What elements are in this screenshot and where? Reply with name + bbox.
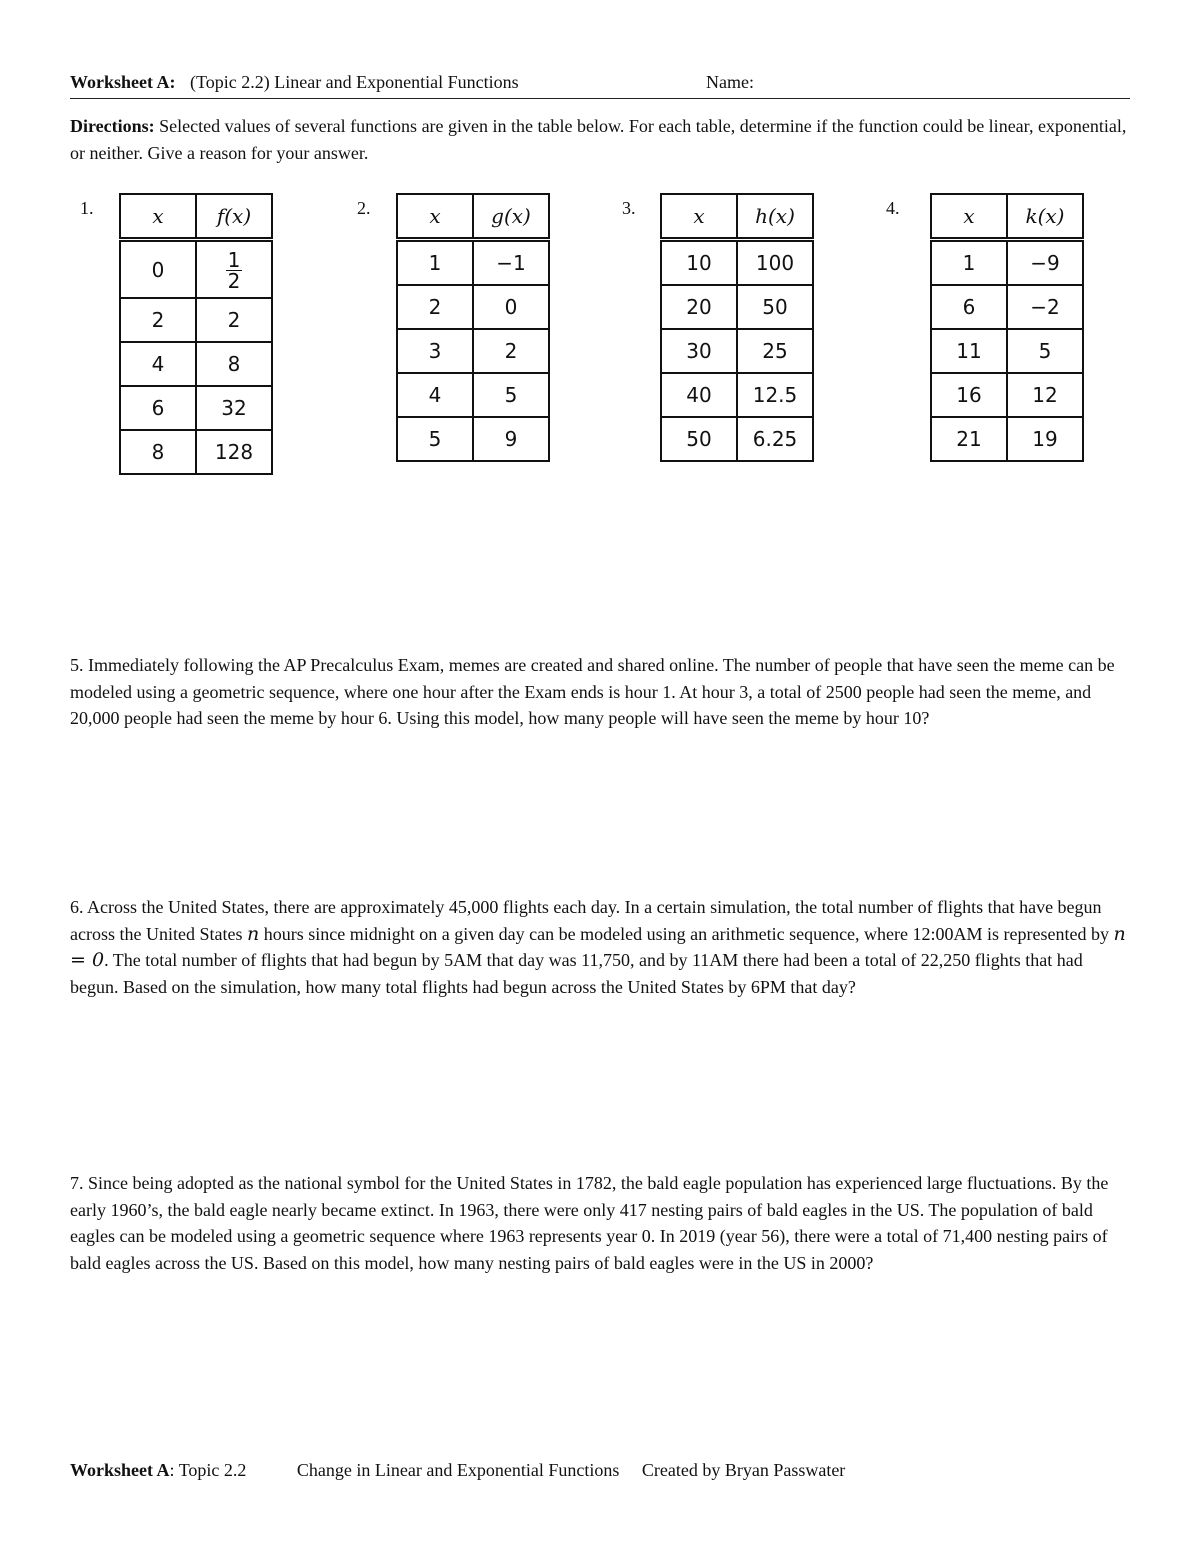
footer-label: Worksheet A bbox=[70, 1460, 170, 1480]
page-footer bbox=[70, 1460, 845, 1481]
table-number: 1. bbox=[80, 198, 94, 218]
table-header: f(x) bbox=[196, 194, 272, 240]
table-cell: −2 bbox=[1007, 285, 1083, 329]
table-cell: 50 bbox=[737, 285, 813, 329]
table-cell: 0 bbox=[120, 240, 196, 299]
variable-n: n bbox=[246, 922, 260, 945]
table-cell: 6.25 bbox=[737, 417, 813, 461]
table-cell: 12.5 bbox=[737, 373, 813, 417]
table-cell: 2 bbox=[196, 298, 272, 342]
directions-text: Selected values of several functions are given in the table below. For each table, determine if the function could be linear, exponential, or neither. Give a reason for your answer. bbox=[70, 116, 1127, 163]
table-cell: 21 bbox=[931, 417, 1007, 461]
table-header: x bbox=[931, 194, 1007, 240]
table-cell: 19 bbox=[1007, 417, 1083, 461]
table-cell: −9 bbox=[1007, 240, 1083, 286]
table-cell: 100 bbox=[737, 240, 813, 286]
table-cell: 2 bbox=[397, 285, 473, 329]
table-cell: 25 bbox=[737, 329, 813, 373]
worksheet-topic: (Topic 2.2) Linear and Exponential Functions bbox=[190, 72, 519, 92]
problem-6-text-c: . The total number of flights that had begun by 5AM that day was 11,750, and by 11AM there had been a total of 22,250 flights that had begun. Based on the simulation, how many total flights had begun across the United States by 6PM that day? bbox=[70, 950, 1083, 997]
table-cell: 5 bbox=[397, 417, 473, 461]
directions-label: Directions: bbox=[70, 116, 155, 136]
fraction-cell bbox=[196, 240, 272, 299]
table-header: x bbox=[661, 194, 737, 240]
table-cell: 6 bbox=[120, 386, 196, 430]
equation-n-equals-0: n = 0 bbox=[70, 922, 1126, 971]
problem-6-text-b: hours since midnight on a given day can be modeled using an arithmetic sequence, where 12:00AM is represented by bbox=[263, 923, 1109, 944]
footer-topic: : Topic 2.2 bbox=[169, 1460, 247, 1480]
function-table-k bbox=[930, 193, 1084, 462]
table-cell: 9 bbox=[473, 417, 549, 461]
table-cell: 32 bbox=[196, 386, 272, 430]
function-table-f bbox=[119, 193, 273, 475]
directions bbox=[70, 113, 1130, 166]
table-cell: 40 bbox=[661, 373, 737, 417]
table-number: 2. bbox=[357, 198, 371, 218]
footer-credit: Created by Bryan Passwater bbox=[641, 1460, 846, 1480]
table-cell: 0 bbox=[473, 285, 549, 329]
table-cell: 1 bbox=[397, 240, 473, 286]
table-cell: 4 bbox=[397, 373, 473, 417]
table-cell: 20 bbox=[661, 285, 737, 329]
table-cell: 4 bbox=[120, 342, 196, 386]
table-cell: 10 bbox=[661, 240, 737, 286]
fraction-denominator: 2 bbox=[227, 269, 241, 293]
table-cell: 1 bbox=[931, 240, 1007, 286]
worksheet-header bbox=[70, 72, 1130, 99]
problem-7: 7. Since being adopted as the national symbol for the United States in 1782, the bald eagle population has experienced large fluctuations. By the early 1960’s, the bald eagle nearly became extinct. In 1963, there were only 417 nesting pairs of bald eagles in the US. The population of bald eagles can be modeled using a geometric sequence where 1963 represents year 0. In 2019 (year 56), there were a total of 71,400 nesting pairs of bald eagles across the US. Based on this model, how many nesting pairs of bald eagles were in the US in 2000? bbox=[70, 1173, 1109, 1273]
table-cell: 2 bbox=[473, 329, 549, 373]
problem-6 bbox=[70, 894, 1130, 1000]
table-cell: 30 bbox=[661, 329, 737, 373]
table-header: k(x) bbox=[1007, 194, 1083, 240]
table-cell: 5 bbox=[1007, 329, 1083, 373]
name-label: Name: bbox=[706, 72, 754, 92]
fraction bbox=[226, 250, 243, 291]
table-header: g(x) bbox=[473, 194, 549, 240]
table-cell: 8 bbox=[120, 430, 196, 474]
table-cell: 50 bbox=[661, 417, 737, 461]
worksheet-label: Worksheet A: bbox=[70, 72, 176, 92]
table-number: 4. bbox=[886, 198, 900, 218]
footer-title: Change in Linear and Exponential Functions bbox=[296, 1460, 620, 1480]
table-cell: 16 bbox=[931, 373, 1007, 417]
table-header: h(x) bbox=[737, 194, 813, 240]
problem-5: 5. Immediately following the AP Precalculus Exam, memes are created and shared online. The number of people that have seen the meme can be modeled using a geometric sequence, where one hour after the Exam ends is hour 1. At hour 3, a total of 2500 people had seen the meme, and 20,000 people had seen the meme by hour 6. Using this model, how many people will have seen the meme by hour 10? bbox=[70, 655, 1115, 728]
table-cell: −1 bbox=[473, 240, 549, 286]
table-cell: 8 bbox=[196, 342, 272, 386]
table-number: 3. bbox=[622, 198, 636, 218]
table-cell: 2 bbox=[120, 298, 196, 342]
table-cell: 3 bbox=[397, 329, 473, 373]
table-header: x bbox=[397, 194, 473, 240]
fraction-numerator: 1 bbox=[227, 248, 241, 272]
table-cell: 5 bbox=[473, 373, 549, 417]
table-cell: 12 bbox=[1007, 373, 1083, 417]
function-table-g bbox=[396, 193, 550, 462]
table-cell: 6 bbox=[931, 285, 1007, 329]
problem-6-text-a: 6. Across the United States, there are approximately 45,000 flights each day. In a certain simulation, the total number of flights that have begun across the United States bbox=[70, 897, 1102, 944]
table-header: x bbox=[120, 194, 196, 240]
function-table-h bbox=[660, 193, 814, 462]
table-cell: 128 bbox=[196, 430, 272, 474]
table-cell: 11 bbox=[931, 329, 1007, 373]
